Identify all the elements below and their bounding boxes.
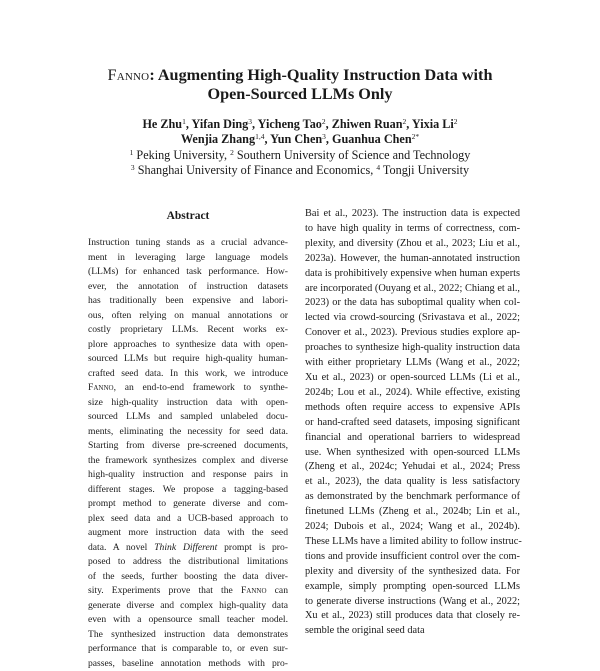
author: Guanhua Chen xyxy=(332,132,412,146)
system-name: Fanno xyxy=(241,585,267,596)
author: Yicheng Tao xyxy=(258,117,322,131)
text-line: ever, the annotation of instruction datasets xyxy=(88,280,288,295)
text-line: proaches to synthesize high-quality instruction data xyxy=(305,341,520,356)
text-line: augment more instruction data with the seed xyxy=(88,526,288,541)
author-affil-mark: 2 xyxy=(322,117,326,126)
affiliation: Shanghai University of Finance and Economics xyxy=(138,163,371,177)
text-line: are incorporated (Ouyang et al., 2022; Chiang et al., xyxy=(305,282,520,297)
text-line: plexity and diversity of the synthesized data. For xyxy=(305,565,520,580)
author: Yun Chen xyxy=(270,132,322,146)
prompt-name: Think Different xyxy=(154,542,217,553)
author-affil-mark: 2 xyxy=(403,117,407,126)
text-line: example, simply prompting open-sourced LLMs xyxy=(305,580,520,595)
text-line: Bai et al., 2023). The instruction data is expected xyxy=(305,207,520,222)
author: Wenjia Zhang xyxy=(181,132,255,146)
text-line: 2023a). However, the human-annotated instruction xyxy=(305,252,520,267)
text-line: of the seeds, further boosting the data diver- xyxy=(88,570,288,585)
text-line: Instruction tuning stands as a crucial advance- xyxy=(88,236,288,251)
text-line: 2024; Dubois et al., 2024; Wang et al., 2024b). xyxy=(305,520,520,535)
text-line: These LLMs have a limited ability to follow instruc- xyxy=(305,535,520,550)
text-line: ment in leveraging large language models xyxy=(88,251,288,266)
text-line: passes, baseline annotation methods with pro- xyxy=(88,657,288,671)
affil-mark: 4 xyxy=(376,163,380,172)
author-list xyxy=(0,117,600,147)
author-line-2: Wenjia Zhang$^{1,4}$, Yun Chen$^3$, Guanhua Chen$^{2*}$ xyxy=(0,132,600,147)
text-line: size high-quality instruction data with open- xyxy=(88,396,288,411)
author: Yixia Li xyxy=(412,117,454,131)
text-line: use. When synthesized with open-sourced LLMs xyxy=(305,446,520,461)
author-affil-mark: 1 xyxy=(182,117,186,126)
text-line: to generate diverse instructions (Wang et al., 2022; xyxy=(305,595,520,610)
text-line: or hand-crafted seed datasets, imposing significant xyxy=(305,416,520,431)
title-line-1 xyxy=(0,66,600,85)
text-line: 2023) or the data has suboptimal quality when col- xyxy=(305,296,520,311)
text-line: posed to address the distributional limitations xyxy=(88,555,288,570)
author-affil-mark: 3 xyxy=(248,117,252,126)
abstract-heading: Abstract xyxy=(88,210,288,222)
affiliation-line-1: $^1$ Peking University, $^2$ Southern University of Science and Technology xyxy=(0,148,600,163)
abstract-body xyxy=(88,236,288,671)
affiliations xyxy=(0,148,600,178)
author: Yifan Ding xyxy=(191,117,248,131)
affil-mark: 1 xyxy=(130,148,134,157)
text-line: crafted seed data. In this work, we introduce xyxy=(88,367,288,382)
text-line: even with a opensource small teacher model. xyxy=(88,613,288,628)
text-line: et al., 2023), the data quality is less satisfactory xyxy=(305,475,520,490)
author: Zhiwen Ruan xyxy=(332,117,403,131)
text-line: 2024b; Lou et al., 2024). While effective, existing xyxy=(305,386,520,401)
text-line: different stages. We propose a tagging-based xyxy=(88,483,288,498)
text-line: Xu et al., 2023) or open-sourced LLMs (Li et al., xyxy=(305,371,520,386)
text-line: The synthesized instruction data demonstrates xyxy=(88,628,288,643)
text-line: semble the original seed data xyxy=(305,624,520,639)
affiliation: Tongji University xyxy=(383,163,469,177)
text-line: Conover et al., 2023). Previous studies explore ap- xyxy=(305,326,520,341)
text-line: the framework synthesizes complex and diverse xyxy=(88,454,288,469)
affiliation: Peking University xyxy=(136,148,224,162)
text-line: with either proprietary LLMs (Wang et al., 2022; xyxy=(305,356,520,371)
affiliation-line-2: $^3$ Shanghai University of Finance and Economics, $^4$ Tongji University xyxy=(0,163,600,178)
affiliation: Southern University of Science and Technology xyxy=(237,148,470,162)
text-line: has traditionally been expensive and labori- xyxy=(88,294,288,309)
text-line: financial and operational barriers to widespread xyxy=(305,431,520,446)
text-line: data is prohibitively expensive when human experts xyxy=(305,267,520,282)
text-line: to have high quality in terms of correctness, com- xyxy=(305,222,520,237)
text-line: Fanno, an end-to-end framework to synthe- xyxy=(88,381,288,396)
text-line: as demonstrated by the benchmark performance of xyxy=(305,490,520,505)
text-line: methods often require access to expensive APIs xyxy=(305,401,520,416)
title-line-2: Open-Sourced LLMs Only xyxy=(0,85,600,104)
text-line: Xu et al., 2023) still produces data that closely re- xyxy=(305,609,520,624)
text-line: sourced LLMs but require high-quality human- xyxy=(88,352,288,367)
text-line: generate diverse and complex high-quality data xyxy=(88,599,288,614)
text-line: Starting from diverse pre-screened documents, xyxy=(88,439,288,454)
text-line: costly proprietary LLMs. Recent works ex- xyxy=(88,323,288,338)
author-affil-mark: 1,4 xyxy=(255,132,264,141)
text-line: high-quality instruction and response pairs in xyxy=(88,468,288,483)
text-line: ous, often relying on manual annotations or xyxy=(88,309,288,324)
text-line: prompt method to generate diverse and com- xyxy=(88,497,288,512)
author-affil-mark: 3 xyxy=(322,132,326,141)
system-name: Fanno xyxy=(88,382,114,393)
text-line: (LLMs) for enhanced task performance. How- xyxy=(88,265,288,280)
text-line: lected via crowd-sourcing (Srivastava et al., 2022; xyxy=(305,311,520,326)
text-line: data. A novel Think Different prompt is pro- xyxy=(88,541,288,556)
introduction-body xyxy=(305,207,520,639)
author-line-1: He Zhu$^1$, Yifan Ding$^3$, Yicheng Tao$^2$, Zhiwen Ruan$^2$, Yixia Li$^2$ xyxy=(0,117,600,132)
text-line: tions and provide insufficient control over the com- xyxy=(305,550,520,565)
affil-mark: 2 xyxy=(230,148,234,157)
text-line: plore approaches to synthesize data with open- xyxy=(88,338,288,353)
title-system-name: Fanno xyxy=(108,66,150,84)
paper-title xyxy=(0,66,600,104)
text-line: plex seed data and a UCB-based approach to xyxy=(88,512,288,527)
text-line: ments, eliminating the necessity for seed data. xyxy=(88,425,288,440)
text-line: sourced LLMs and sampled unlabeled docu- xyxy=(88,410,288,425)
text-line: (Zheng et al., 2024c; Yehudai et al., 2024; Press xyxy=(305,460,520,475)
author: He Zhu xyxy=(142,117,182,131)
text-line: sity. Experiments prove that the Fanno can xyxy=(88,584,288,599)
author-affil-mark: 2* xyxy=(412,132,420,141)
author-affil-mark: 2 xyxy=(454,117,458,126)
affil-mark: 3 xyxy=(131,163,135,172)
text-line: plexity, and diversity (Zhou et al., 2023; Liu et al., xyxy=(305,237,520,252)
text-line: finetuned LLMs (Zheng et al., 2024b; Lin et al., xyxy=(305,505,520,520)
text-line: performance that is comparable to, or even sur- xyxy=(88,642,288,657)
title-line-1-rest: : Augmenting High-Quality Instruction Data with xyxy=(149,66,492,84)
